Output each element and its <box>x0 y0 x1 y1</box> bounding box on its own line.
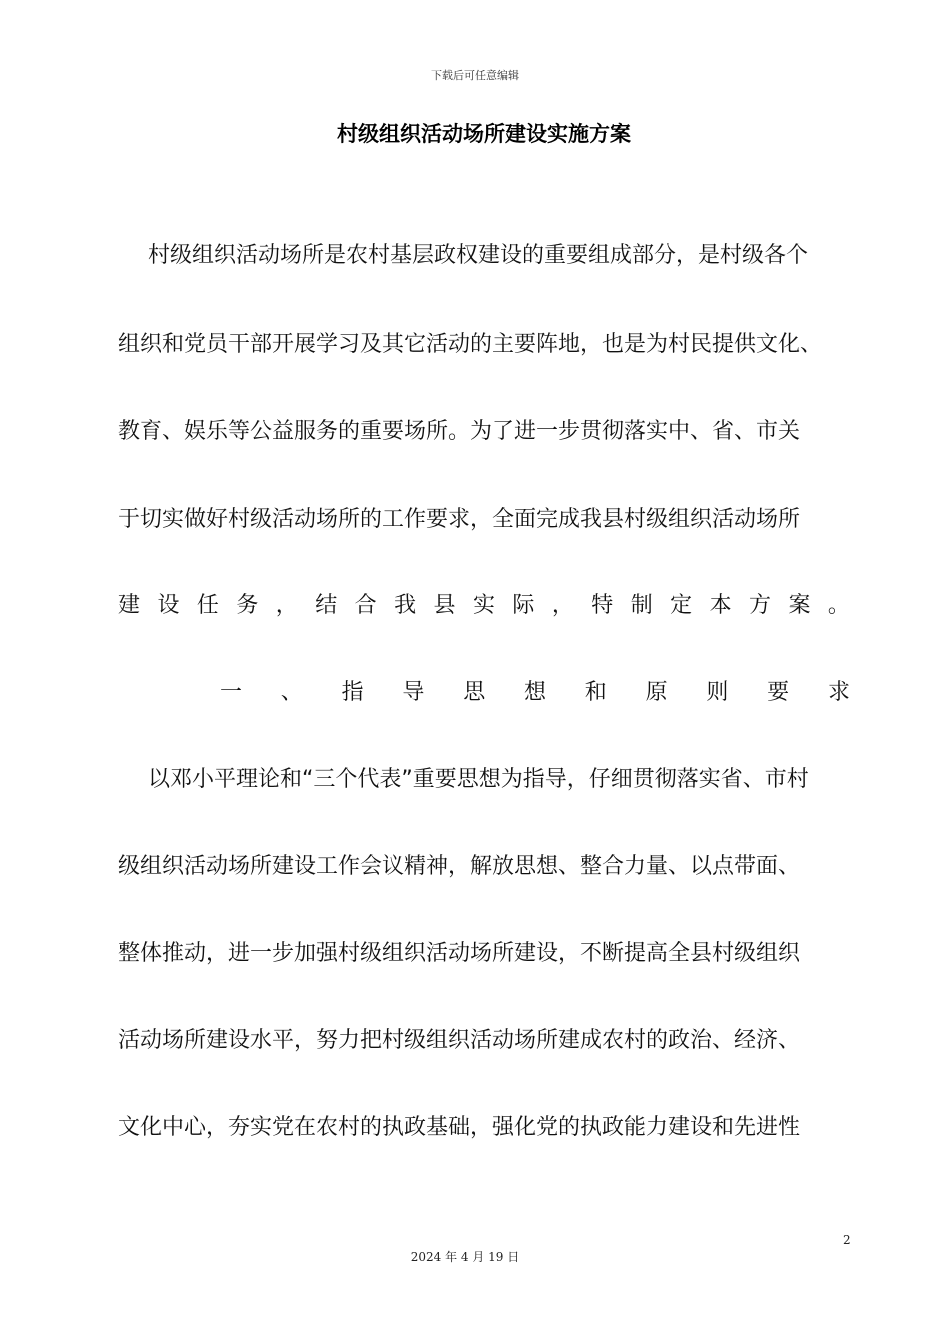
paragraph-line: 文化中心，夯实党在农村的执政基础，强化党的执政能力建设和先进性 <box>118 1115 801 1140</box>
text-glyph: 案 <box>788 593 811 618</box>
text-glyph: 则 <box>706 680 729 705</box>
paragraph-line: 组织和党员干部开展学习及其它活动的主要阵地，也是为村民提供文化、 <box>118 332 823 357</box>
page-number: 2 <box>843 1233 851 1247</box>
text-glyph: 际 <box>512 593 535 618</box>
text-glyph: 任 <box>196 593 219 618</box>
text-glyph: 、 <box>280 680 303 705</box>
paragraph-line: 整体推动，进一步加强村级组织活动场所建设，不断提高全县村级组织 <box>118 941 801 966</box>
paragraph-line: 教育、娱乐等公益服务的重要场所。为了进一步贯彻落实中、省、市关 <box>118 419 801 444</box>
footer-date: 2024 年 4 月 19 日 <box>410 1250 520 1264</box>
text-glyph: 我 <box>394 593 417 618</box>
text-glyph: 指 <box>341 680 364 705</box>
document-title: 村级组织活动场所建设实施方案 <box>337 122 631 146</box>
text-glyph: 原 <box>645 680 668 705</box>
text-glyph: 方 <box>749 593 772 618</box>
text-glyph: 一 <box>220 680 243 705</box>
text-glyph: 导 <box>402 680 425 705</box>
text-glyph: 制 <box>630 593 653 618</box>
text-glyph: 定 <box>670 593 693 618</box>
paragraph-line: 以邓小平理论和“三个代表”重要思想为指导，仔细贯彻落实省、市村 <box>148 767 809 792</box>
paragraph-line: 村级组织活动场所是农村基层政权建设的重要组成部分，是村级各个 <box>148 243 809 268</box>
text-glyph: 要 <box>767 680 790 705</box>
text-glyph: 求 <box>827 680 850 705</box>
section-heading <box>220 678 850 708</box>
text-glyph: 特 <box>591 593 614 618</box>
paragraph-line: 级组织活动场所建设工作会议精神，解放思想、整合力量、以点带面、 <box>118 854 801 879</box>
text-glyph: 结 <box>315 593 338 618</box>
text-glyph: 想 <box>523 680 546 705</box>
text-glyph: 实 <box>472 593 495 618</box>
paragraph-line-justified <box>118 591 850 621</box>
text-glyph: 合 <box>354 593 377 618</box>
page-header: 下载后可任意编辑 <box>431 69 519 82</box>
text-glyph: 本 <box>709 593 732 618</box>
text-glyph: ， <box>551 593 574 618</box>
text-glyph: 思 <box>463 680 486 705</box>
text-glyph: ， <box>275 593 298 618</box>
text-glyph: 建 <box>118 593 141 618</box>
text-glyph: 和 <box>584 680 607 705</box>
text-glyph: 县 <box>433 593 456 618</box>
text-glyph: 务 <box>236 593 259 618</box>
paragraph-line: 于切实做好村级活动场所的工作要求，全面完成我县村级组织活动场所 <box>118 507 801 532</box>
paragraph-line: 活动场所建设水平，努力把村级组织活动场所建成农村的政治、经济、 <box>118 1028 801 1053</box>
text-glyph: 。 <box>827 593 850 618</box>
text-glyph: 设 <box>157 593 180 618</box>
